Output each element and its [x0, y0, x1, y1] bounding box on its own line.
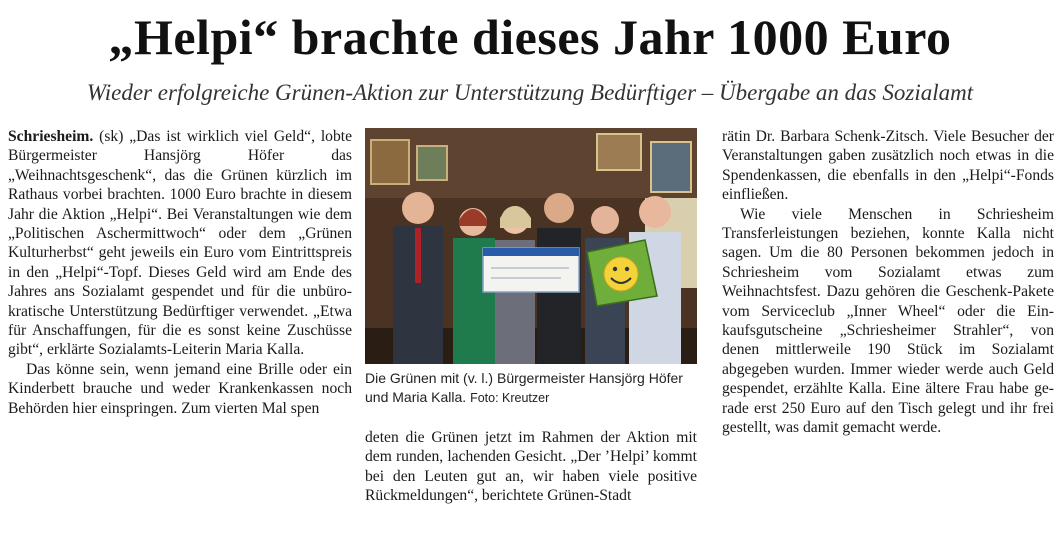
- column-3: [722, 127, 1054, 438]
- caption-text: Die Grünen mit (v. l.) Bürgermeister Hansjörg Höfer und Maria Kalla.: [365, 370, 683, 405]
- paragraph-1: [8, 127, 352, 360]
- photo-caption: [365, 369, 697, 408]
- photo-credit: Foto: Kreutzer: [470, 391, 550, 405]
- paragraph-2: Das könne sein, wenn jemand eine Brille oder ein Kinderbett brauche und weder Krankenkassen noch Behörden hier einspringen. Zum vierten Mal spen: [8, 360, 352, 417]
- headline: „Helpi“ brachte dieses Jahr 1000 Euro: [108, 9, 952, 65]
- paragraph-4: rätin Dr. Barbara Schenk-Zitsch. Viele Besucher der Veranstaltungen gaben zusätzlich noch etwas in die Spendenkassen, die ebenfalls in den „Helpi“-Fonds einfließen.: [722, 128, 1054, 204]
- paragraph-5: Wie viele Menschen in Schriesheim Transferleistungen beziehen, konnte Kalla nicht sagen. Um die 80 Personen bekommen jedoch in Schriesheim vom Sozialamt etwas zum Weihnachtsfest. Dazu gehören die Geschenk-Pakete vom Serviceclub „Inner Wheel“ oder die Einkaufsgutscheine „Schriesheimer Strahler“, von denen mittlerweile 190 Stück im Sozialamt abgegeben wurden. Immer wieder werde auch Geld gespendet, erzählte Kalla. Eine ältere Frau habe gerade erst 250 Euro auf den Tisch gelegt und ihr frei gestellt, was damit gemacht werde.: [722, 205, 1054, 437]
- subheadline: Wieder erfolgreiche Grünen-Aktion zur Unterstützung Bedürftiger – Übergabe an das Sozialamt: [86, 80, 974, 105]
- group-photo-illustration: [365, 128, 697, 364]
- column-2: [365, 428, 697, 506]
- article-photo: [365, 128, 697, 364]
- dateline: Schriesheim.: [8, 128, 94, 145]
- column-1: [8, 127, 352, 418]
- paragraph-1-text: (sk) „Das ist wirklich viel Geld“, lobte Bürgermeister Hansjörg Höfer das „Weihnachtsgeschenk“, das die Grünen kürzlich im Rathaus vorbei brachten. 1000 Euro brachte in diesem Jahr die Aktion „Helpi“. Bei Veranstaltungen wie dem „Politischen Aschermittwoch“ oder dem „Grünen Kulturherbst“ geht jeweils ein Euro vom Eintrittspreis in den „Helpi“-Topf. Dieses Geld wird am Ende des Jahres ans Sozialamt gespendet und für die unbürokratische Unterstützung Bedürftiger verwendet. „Etwa für Anschaffungen, für die es sonst keine Zuschüsse gibt“, erklärte Sozialamts-Leiterin Maria Kalla.: [8, 128, 352, 359]
- paragraph-3: deten die Grünen jetzt im Rahmen der Aktion mit dem runden, lachenden Gesicht. „Der ’Helpi’ kommt bei den Leuten gut an, wir haben viele positive Rückmeldungen“, berichtete Grünen-Stadt: [365, 429, 697, 505]
